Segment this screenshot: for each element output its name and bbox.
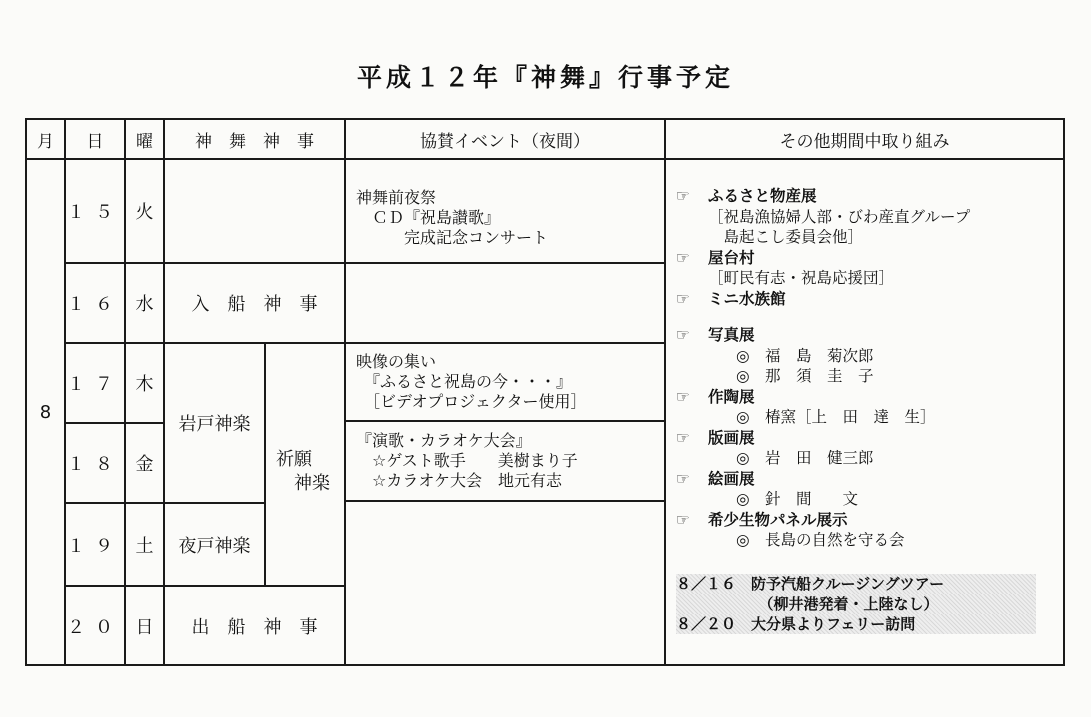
event-zenyasai — [356, 188, 548, 248]
ritual-shussen: 出 船 神 事 — [191, 616, 318, 638]
list-item: ☞ 写真展 — [676, 326, 755, 344]
event-line: 『ふるさと祝島の今・・・』 — [356, 372, 573, 391]
event-line: ＣＤ『祝島讃歌』 — [356, 208, 501, 227]
event-line: 神舞前夜祭 — [356, 188, 437, 207]
event-line: 完成記念コンサート — [356, 228, 549, 247]
weekday-cell: 土 — [135, 535, 154, 557]
header-weekday: 曜 — [136, 131, 153, 152]
list-item: ◎ 針 間 文 — [736, 490, 859, 508]
note-ferry: ８／２０ 大分県よりフェリー訪問 — [676, 615, 916, 633]
ritual-kagura: 神楽 — [294, 473, 330, 494]
header-month: 月 — [37, 131, 54, 152]
header-divider — [25, 158, 1065, 160]
month-cell: 8 — [39, 401, 52, 423]
header-day: 日 — [86, 131, 104, 152]
list-item: 島起こし委員会他］ — [708, 228, 864, 246]
event-line: ☆ゲスト歌手 美樹まり子 — [356, 451, 578, 470]
note-cruise: ８／１６ 防予汽船クルージングツアー — [676, 575, 945, 593]
ritual-nyusen: 入 船 神 事 — [191, 294, 318, 315]
list-item: ☞ ミニ水族館 — [676, 289, 786, 308]
event-karaoke — [356, 431, 578, 491]
pointing-hand-icon: ☞ — [676, 387, 690, 406]
header-ritual: 神 舞 神 事 — [195, 131, 314, 152]
list-item: ☞ 屋台村 — [676, 248, 755, 267]
pointing-hand-icon: ☞ — [676, 248, 690, 267]
day-cell: １５ — [67, 202, 123, 223]
event-line: 『演歌・カラオケ大会』 — [356, 431, 532, 450]
ritual-yoto: 夜戸神楽 — [178, 535, 251, 557]
list-item: ◎ 那 須 圭 子 — [736, 367, 874, 385]
pointing-hand-icon: ☞ — [676, 326, 690, 344]
col-divider — [664, 118, 666, 666]
weekday-cell: 木 — [135, 374, 154, 395]
ritual-kigan: 祈願 — [276, 449, 312, 470]
list-item: ☞ 絵画展 — [676, 469, 755, 488]
row-divider — [345, 500, 665, 502]
list-item: ◎ 福 島 菊次郎 — [736, 346, 874, 365]
pointing-hand-icon: ☞ — [676, 510, 690, 529]
day-cell: １７ — [67, 374, 123, 395]
day-cell: ２０ — [67, 616, 123, 638]
day-cell: １９ — [67, 535, 123, 557]
pointing-hand-icon: ☞ — [676, 428, 690, 447]
list-item: ☞ ふるさと物産展 — [676, 187, 817, 205]
list-item: ◎ 椿窯［上 田 達 生］ — [736, 408, 936, 426]
list-item: ◎ 長島の自然を守る会 — [736, 531, 905, 549]
event-line: ［ビデオプロジェクター使用］ — [356, 392, 587, 411]
other-activities-list — [676, 186, 1076, 551]
list-item: ☞ 版画展 — [676, 428, 755, 447]
ritual-iwato: 岩戸神楽 — [178, 414, 251, 435]
page-title: 平成１２年『神舞』行事予定 — [356, 63, 734, 92]
list-item: ［祝島漁協婦人部・びわ産直グループ — [708, 207, 971, 226]
pointing-hand-icon: ☞ — [676, 289, 690, 308]
event-eizo — [356, 352, 587, 412]
table-border-bottom — [25, 664, 1065, 666]
header-event: 協賛イベント（夜間） — [420, 131, 590, 152]
pointing-hand-icon: ☞ — [676, 187, 690, 205]
list-item: ［町民有志・祝島応援団］ — [708, 269, 895, 287]
header-other: その他期間中取り組み — [779, 131, 950, 152]
event-line: ☆カラオケ大会 地元有志 — [356, 471, 563, 490]
event-line: 映像の集い — [356, 352, 437, 371]
day-cell: １８ — [67, 454, 123, 475]
weekday-cell: 火 — [135, 202, 154, 223]
pointing-hand-icon: ☞ — [676, 469, 690, 488]
list-item: ◎ 岩 田 健三郎 — [736, 449, 874, 467]
day-cell: １６ — [67, 294, 123, 315]
weekday-cell: 水 — [135, 294, 154, 315]
list-item — [676, 309, 1076, 325]
weekday-cell: 日 — [135, 616, 154, 638]
col-divider — [344, 118, 346, 666]
note-cruise-detail: （柳井港発着・上陸なし） — [676, 595, 939, 613]
ritual-kigan-kagura — [266, 448, 344, 498]
list-item: ☞ 作陶展 — [676, 387, 755, 406]
row-divider — [345, 420, 665, 422]
weekday-cell: 金 — [135, 454, 154, 475]
list-item: ☞ 希少生物パネル展示 — [676, 510, 848, 529]
